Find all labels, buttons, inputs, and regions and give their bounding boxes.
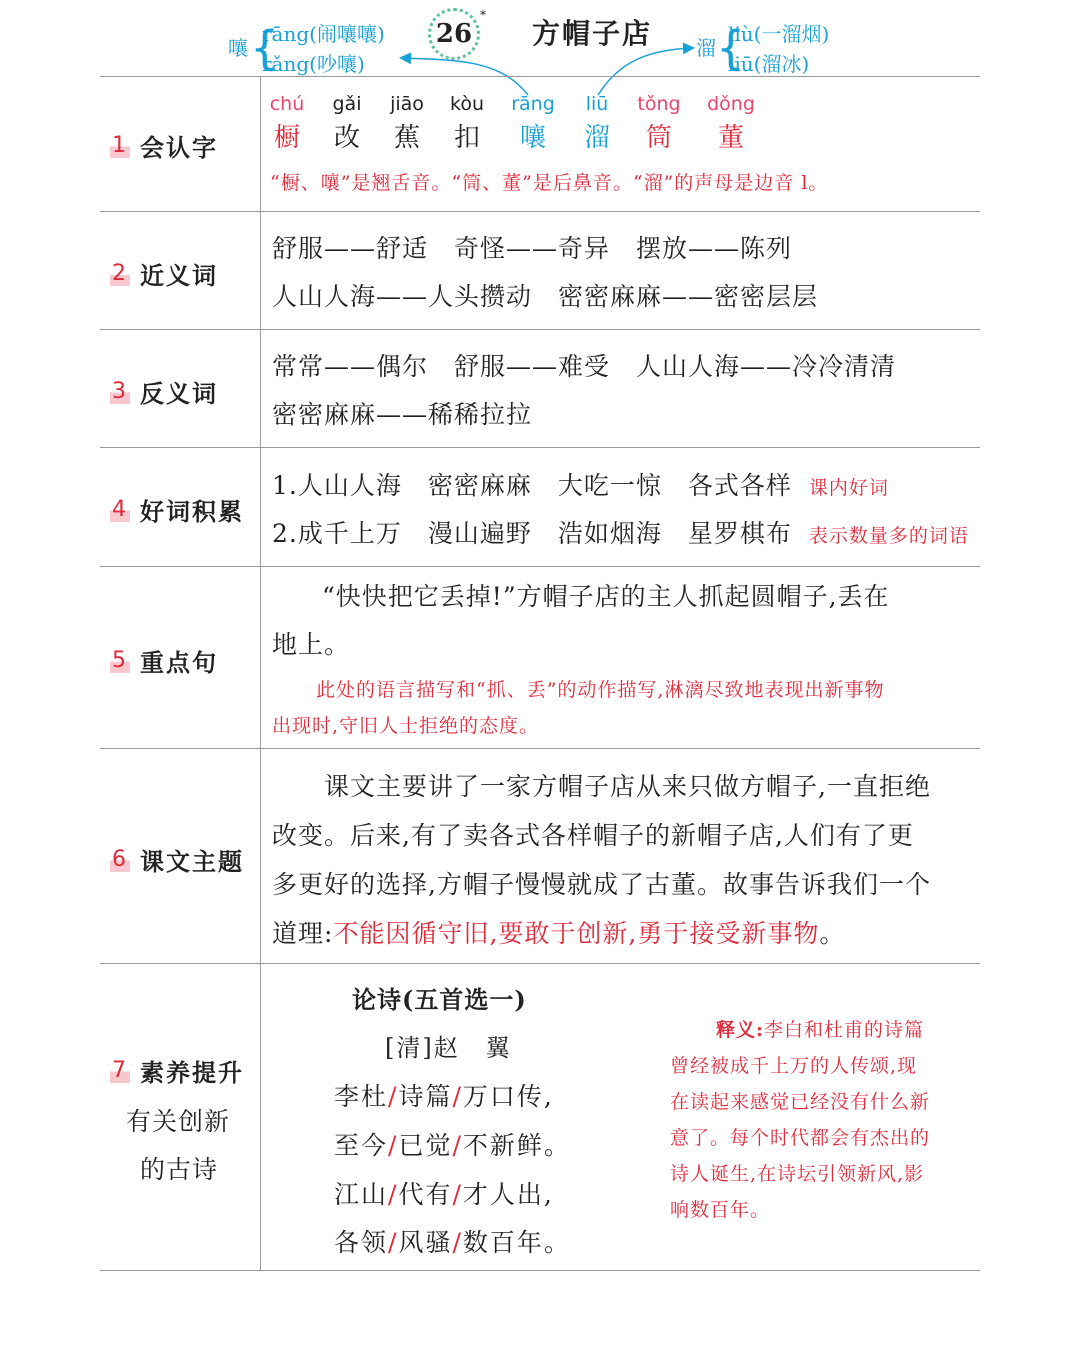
char-item: dǒng 董 xyxy=(707,93,755,153)
brace-icon: { xyxy=(250,21,280,75)
table-rule xyxy=(100,447,980,448)
table-rule xyxy=(100,76,980,77)
poem-title: 论诗(五首选一) xyxy=(352,985,527,1014)
theme-line-4: 道理:不能因循守旧,要敢于创新,勇于接受新事物。 xyxy=(272,919,846,948)
lesson-number-badge: 26 xyxy=(428,8,480,60)
key-sentence-line-2: 地上。 xyxy=(272,630,351,659)
section-subtitle-2: 的古诗 xyxy=(140,1155,219,1184)
word-note: 表示数量多的词语 xyxy=(808,525,969,547)
theme-line-3: 多更好的选择,方帽子慢慢就成了古董。故事告诉我们一个 xyxy=(272,870,931,899)
good-words-line-1: 1.人山人海 密密麻麻 大吃一惊 各式各样 课内好词 xyxy=(272,471,889,500)
table-rule xyxy=(100,963,980,964)
polyphone-reading-2: liū(溜冰) xyxy=(728,52,810,76)
key-sentence-line-1: “快快把它丢掉!”方帽子店的主人抓起圆帽子,丢在 xyxy=(322,582,890,611)
explanation-label: 释义: xyxy=(716,1019,765,1041)
antonym-line-1: 常常——偶尔 舒服——难受 人山人海——冷冷清清 xyxy=(272,352,897,381)
theme-line-2: 改变。后来,有了卖各式各样帽子的新帽子店,人们有了更 xyxy=(272,821,914,850)
good-words-line-2: 2.成千上万 漫山遍野 浩如烟海 星罗棋布 表示数量多的词语 xyxy=(272,519,969,548)
brace-icon: { xyxy=(716,21,746,75)
polyphone-char: 嚷 xyxy=(228,36,248,60)
table-rule xyxy=(100,566,980,567)
char-item: kòu 扣 xyxy=(450,93,484,153)
page-title: 方帽子店 xyxy=(532,17,653,50)
section-subtitle-1: 有关创新 xyxy=(126,1107,231,1136)
section-label-2: 2 近义词 xyxy=(112,261,218,290)
poem-explanation: 释义:李白和杜甫的诗篇 曾经被成千上万的人传颂,现 在读起来感觉已经没有什么新 意了。每个时代都会有杰出的 诗人诞生,在诗坛引领新风,影 响数百年。 xyxy=(670,1019,931,1221)
antonym-line-2: 密密麻麻——稀稀拉拉 xyxy=(272,400,533,429)
synonym-line-2: 人山人海——人头攒动 密密麻麻——密密层层 xyxy=(272,282,819,311)
section-title: 会认字 xyxy=(140,133,218,162)
section-label-6: 6 课文主题 xyxy=(112,847,244,876)
theme-line-1: 课文主要讲了一家方帽子店从来只做方帽子,一直拒绝 xyxy=(324,772,931,801)
char-item: chú 橱 xyxy=(269,93,305,153)
char-item: rāng 嚷 xyxy=(511,93,555,153)
poem-author: [清]赵 翼 xyxy=(385,1034,512,1062)
poem-line: 江山/代有/才人出, xyxy=(334,1180,554,1209)
section-label-1 xyxy=(110,128,218,163)
polyphone-reading-1: liù(一溜烟) xyxy=(728,22,830,46)
char-item: tǒng 筒 xyxy=(637,93,681,153)
section-label-5: 5 重点句 xyxy=(112,648,218,677)
star-mark: * xyxy=(480,8,486,22)
section-label-4: 4 好词积累 xyxy=(112,497,244,526)
section-label-3: 3 反义词 xyxy=(112,379,218,408)
poem-line: 各领/风骚/数百年。 xyxy=(334,1228,571,1257)
poem-line: 李杜/诗篇/万口传, xyxy=(334,1082,554,1111)
table-rule xyxy=(100,329,980,330)
theme-moral: 不能因循守旧,要敢于创新,勇于接受新事物 xyxy=(333,919,820,948)
key-sentence-note-1: 此处的语言描写和“抓、丢”的动作描写,淋漓尽致地表现出新事物 xyxy=(316,679,885,701)
polyphone-char: 溜 xyxy=(696,36,716,60)
table-rule xyxy=(100,211,980,212)
synonym-line-1: 舒服——舒适 奇怪——奇异 摆放——陈列 xyxy=(272,234,793,263)
polyphone-reading-2: rǎng(吵嚷) xyxy=(262,52,365,76)
table-rule xyxy=(100,1270,980,1271)
table-column-divider xyxy=(260,77,261,1270)
polyphone-reading-1: rāng(闹嚷嚷) xyxy=(262,22,385,46)
section-label-7: 7 素养提升 xyxy=(112,1058,244,1087)
char-item: jiāo 蕉 xyxy=(390,93,424,153)
pronunciation-note: “橱、嚷”是翘舌音。“筒、董”是后鼻音。“溜”的声母是边音 l。 xyxy=(270,172,829,194)
key-sentence-note-2: 出现时,守旧人士拒绝的态度。 xyxy=(272,715,540,737)
char-item: liū 溜 xyxy=(583,93,610,153)
char-item: gǎi 改 xyxy=(332,93,362,153)
poem-line: 至今/已觉/不新鲜。 xyxy=(334,1131,571,1160)
arrow-to-liu-note xyxy=(598,48,692,95)
word-note: 课内好词 xyxy=(808,477,889,499)
section-number: 1 xyxy=(112,133,128,158)
table-rule xyxy=(100,748,980,749)
